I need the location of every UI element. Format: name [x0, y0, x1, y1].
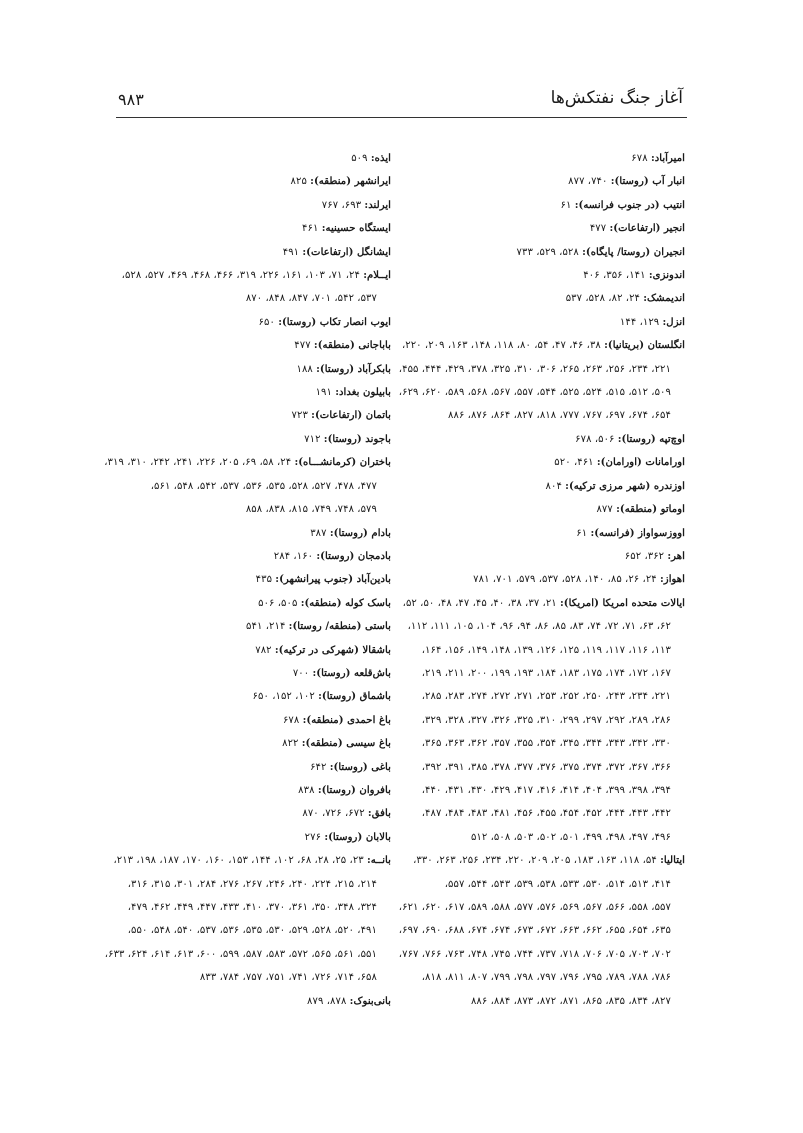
index-pages-continued: ۶۲، ۶۳، ۷۱، ۷۲، ۷۴، ۸۳، ۸۵، ۸۶، ۹۴، ۹۶، ۱۰۴، ۱۰۵، ۱۱۱، ۱۱۲، [407, 621, 671, 633]
index-pages: ۵۰۹ [351, 153, 368, 164]
index-entry: اوچ‌تپه (روستا): ۵۰۶، ۶۷۸ [575, 432, 685, 445]
index-entry: ایوب انصار تکاب (روستا): ۶۵۰ [258, 315, 391, 328]
index-pages-continued: ۷۰۲، ۷۰۳، ۷۰۵، ۷۰۶، ۷۱۸، ۷۳۷، ۷۴۴، ۷۴۵، ۷۴۸، ۷۶۳، ۷۶۶، ۷۶۷، [398, 948, 671, 960]
index-term: باباجانی (منطقه) [317, 339, 391, 352]
index-term: باشماق (روستا) [321, 690, 391, 703]
index-entry: باش‌قلعه (روستا): ۷۰۰ [292, 666, 391, 679]
index-pages-continued: ۴۷۷، ۴۷۸، ۵۲۷، ۵۲۸، ۵۳۵، ۵۳۶، ۵۳۷، ۵۴۲، ۵۴۸، ۵۶۱، [150, 480, 377, 492]
index-entry: باسک کوله (منطقه): ۵۰۵، ۵۰۶ [258, 596, 391, 609]
index-entry: ایالات متحده امریکا (امریکا): ۲۱، ۳۷، ۳۸، ۴۰، ۴۵، ۴۷، ۴۸، ۵۰، ۵۲، [402, 596, 685, 609]
index-entry: ایتالیا: ۵۴، ۱۱۸، ۱۶۳، ۱۸۳، ۲۰۵، ۲۰۹، ۲۲۰، ۲۳۴، ۲۵۶، ۲۶۳، ۳۳۰، [413, 854, 685, 867]
index-pages: ۲۴، ۸۲، ۵۲۸، ۵۳۷ [565, 293, 641, 305]
index-pages: ۷۰۰ [292, 667, 310, 679]
index-term: باختران (کرمانشـــاه) [298, 456, 391, 469]
index-term: ایــلام [366, 269, 391, 282]
index-pages-continued: ۲۲۱، ۲۳۴، ۲۵۶، ۲۶۳، ۲۶۵، ۳۰۶، ۳۱۰، ۳۲۵، ۳۷۸، ۴۲۹، ۴۴۴، ۴۵۵، [398, 363, 671, 375]
index-pages: ۱۲۹، ۱۴۴ [619, 316, 660, 328]
index-entry: باختران (کرمانشـــاه): ۲۴، ۵۸، ۶۹، ۲۰۵، ۲۲۶، ۲۴۱، ۲۴۲، ۳۱۰، ۳۱۹، [104, 456, 391, 469]
index-pages-continued: ۲۲۱، ۲۳۴، ۲۴۳، ۲۵۰، ۲۵۲، ۲۵۳، ۲۷۱، ۲۷۲، ۲۷۴، ۲۸۳، ۲۸۵، [421, 691, 671, 703]
running-header-title: آغاز جنگ نفتکش‌ها [550, 88, 683, 108]
index-entry: باباجانی (منطقه): ۴۷۷ [294, 339, 391, 352]
index-term: انگلستان (بریتانیا) [607, 339, 685, 352]
index-pages-continued: ۴۱۴، ۵۱۳، ۵۱۴، ۵۳۰، ۵۳۳، ۵۳۸، ۵۳۹، ۵۴۳، ۵۴۴، ۵۵۷، [444, 878, 671, 890]
index-entry: اووزسواواز (فرانسه): ۶۱ [576, 526, 685, 539]
index-pages-continued: ۱۶۷، ۱۷۲، ۱۷۴، ۱۷۵، ۱۸۳، ۱۸۴، ۱۹۳، ۱۹۹، ۲۰۰، ۲۱۱، ۲۱۹، [421, 667, 671, 679]
index-term: انجیر (ارتفاعات) [613, 222, 685, 235]
index-pages-continued: ۵۵۷، ۵۵۸، ۵۶۶، ۵۶۷، ۵۶۹، ۵۷۶، ۵۷۷، ۵۸۸، ۵۸۹، ۶۱۷، ۶۲۰، ۶۲۱، [398, 902, 671, 913]
index-pages: ۵۲۸، ۵۲۹، ۷۳۳ [516, 246, 579, 258]
index-term: ایرانشهر (منطقه) [313, 175, 391, 188]
index-pages-continued: ۴۴۲، ۴۴۳، ۴۴۴، ۴۵۲، ۴۵۴، ۴۵۵، ۴۵۶، ۴۸۱، ۴۸۳، ۴۸۴، ۴۸۷، [421, 808, 671, 820]
index-pages-continued: ۴۹۶، ۴۹۷، ۴۹۸، ۴۹۹، ۵۰۱، ۵۰۲، ۵۰۳، ۵۰۸، ۵۱۲ [470, 831, 671, 843]
index-term: بانــه [370, 854, 391, 867]
index-term: باشقالا (شهرکی در ترکیه) [278, 643, 391, 656]
index-pages: ۵۴، ۱۱۸، ۱۶۳، ۱۸۳، ۲۰۵، ۲۰۹، ۲۲۰، ۲۳۴، ۲۵۶، ۲۶۳، ۳۳۰، [413, 855, 657, 867]
index-term: ایتالیا [663, 854, 685, 867]
index-term: ایستگاه حسینیه [325, 222, 391, 235]
index-pages-continued: ۳۲۴، ۳۴۸، ۳۵۰، ۳۶۱، ۳۷۰، ۴۱۰، ۴۳۳، ۴۴۷، ۴۴۹، ۴۶۲، ۴۷۹، [127, 902, 377, 913]
header-divider [116, 117, 687, 118]
index-pages: ۲۱، ۳۷، ۳۸، ۴۰، ۴۵، ۴۷، ۴۸، ۵۰، ۵۲، [402, 597, 557, 609]
index-pages-continued: ۵۳۷، ۵۴۲، ۷۰۱، ۸۴۷، ۸۴۸، ۸۷۰ [245, 293, 377, 305]
index-entry [101, 756, 391, 779]
index-entry: باستی (منطقه/ روستا): ۲۱۴، ۵۴۱ [246, 620, 391, 633]
index-pages: ۸۷۷ [596, 504, 613, 516]
index-entry: ایرلند: ۶۹۳، ۷۶۷ [321, 198, 391, 211]
index-pages: ۴۳۵ [255, 574, 273, 586]
index-term: باستی (منطقه/ روستا) [292, 620, 391, 633]
index-pages: ۷۲۳ [291, 410, 308, 422]
index-pages-continued: ۶۳۵، ۶۵۴، ۶۵۵، ۶۶۲، ۶۶۳، ۶۷۲، ۶۷۳، ۶۷۴، ۶۷۴، ۶۸۸، ۶۹۰، ۶۹۷، [398, 925, 671, 937]
index-entry: ایستگاه حسینیه: ۴۶۱ [302, 222, 391, 235]
index-entry: بادین‌آباد (جنوب پیرانشهر): ۴۳۵ [255, 573, 391, 586]
index-term: باسک کوله (منطقه) [304, 596, 391, 609]
index-term: ایوب انصار تکاب (روستا) [281, 315, 391, 328]
index-pages-continued: ۴۹۱، ۵۲۰، ۵۲۸، ۵۲۹، ۵۳۰، ۵۳۵، ۵۳۶، ۵۳۷، ۵۴۰، ۵۴۸، ۵۵۰، [127, 925, 377, 937]
index-pages-continued: ۳۶۶، ۳۶۷، ۳۷۲، ۳۷۴، ۳۷۵، ۳۷۶، ۳۷۷، ۳۷۸، ۳۸۵، ۳۹۱، ۳۹۲، [421, 761, 671, 773]
index-entry: باشقالا (شهرکی در ترکیه): ۷۸۲ [255, 643, 391, 656]
index-term: ایالات متحده امریکا (امریکا) [563, 596, 685, 609]
index-pages: ۷۴۰، ۸۷۷ [568, 176, 608, 188]
index-pages: ۵۰۵، ۵۰۶ [258, 597, 298, 609]
index-pages: ۳۸، ۴۶، ۴۷، ۵۴، ۸۰، ۱۱۸، ۱۴۸، ۱۶۳، ۲۰۹، ۲۲۰، [401, 340, 601, 352]
index-pages: ۷۱۲ [304, 433, 321, 445]
index-entry: بادمجان (روستا): ۱۶۰، ۲۸۴ [273, 549, 391, 562]
index-term: اندیمشک [647, 292, 685, 305]
index-pages-continued: ۷۸۶، ۷۸۸، ۷۸۹، ۷۹۵، ۷۹۶، ۷۹۷، ۷۹۸، ۷۹۹، ۸۰۷، ۸۱۱، ۸۱۸، [421, 972, 671, 984]
index-entry: ایشانگل (ارتفاعات): ۴۹۱ [282, 245, 391, 258]
index-pages: ۸۲۲ [282, 738, 299, 750]
index-entry: باشماق (روستا): ۱۰۲، ۱۵۲، ۶۵۰ [252, 690, 391, 703]
index-term: اهر [671, 549, 685, 562]
index-pages-continued: ۳۹۴، ۳۹۸، ۳۹۹، ۴۰۴، ۴۱۴، ۴۱۶، ۴۱۷، ۴۲۹، ۴۳۰، ۴۳۱، ۴۴۰، [421, 784, 671, 796]
index-term: اورامانات (اورامان) [600, 456, 685, 469]
index-pages: ۶۹۳، ۷۶۷ [321, 199, 362, 211]
index-term: ایرلند [368, 198, 391, 211]
index-pages: ۶۷۸ [631, 153, 648, 164]
index-pages: ۶۱ [576, 527, 588, 539]
index-pages: ۸۰۴ [545, 480, 562, 492]
index-pages: ۱۴۱، ۳۵۶، ۴۰۶ [583, 270, 646, 282]
index-entry: بانــه: ۲۳، ۲۵، ۲۸، ۶۸، ۱۰۲، ۱۴۴، ۱۵۳، ۱۶۰، ۱۷۰، ۱۸۷، ۱۹۸، ۲۱۳، [113, 854, 391, 867]
index-entry: امیرآباد: ۶۷۸ [631, 152, 685, 164]
index-entry: انبار آب (روستا): ۷۴۰، ۸۷۷ [568, 175, 685, 188]
index-pages-continued: ۵۰۹، ۵۱۲، ۵۱۵، ۵۲۴، ۵۲۵، ۵۴۴، ۵۵۷، ۵۶۷، ۵۶۸، ۵۸۹، ۶۲۰، ۶۲۹، [398, 387, 671, 399]
index-term: باتمان (ارتفاعات) [314, 409, 391, 422]
index-term: اندونزی [652, 269, 685, 282]
index-entry: بافق: ۶۷۲، ۷۲۶، ۸۷۰ [302, 807, 391, 820]
index-term: باغ سیسی (منطقه) [305, 737, 391, 750]
index-pages-continued: ۳۳۰، ۳۴۲، ۳۴۳، ۳۴۴، ۳۴۵، ۳۵۴، ۳۵۵، ۳۵۷، ۳۶۲، ۳۶۳، ۳۶۵، [421, 738, 671, 750]
index-pages: ۸۳۸ [298, 784, 315, 796]
index-entry: باغ احمدی (منطقه): ۶۷۸ [282, 713, 391, 726]
index-term: اوماتو (منطقه) [619, 503, 685, 516]
index-pages-continued: ۲۱۴، ۲۱۵، ۲۲۴، ۲۴۰، ۲۴۶، ۲۶۷، ۲۷۶، ۲۸۴، ۳۰۱، ۳۱۵، ۳۱۶، [127, 878, 377, 890]
index-pages: ۱۶۰، ۲۸۴ [273, 550, 314, 562]
index-column-right [395, 147, 685, 1013]
page-number: ۹۸۳ [118, 90, 144, 109]
index-term: انتیب (در جنوب فرانسه) [578, 198, 685, 211]
index-pages: ۲۴، ۷۱، ۱۰۳، ۱۶۱، ۲۲۶، ۳۱۹، ۴۶۶، ۴۶۸، ۴۶۹، ۵۲۷، ۵۲۸، [121, 270, 360, 282]
index-entry: انزل: ۱۲۹، ۱۴۴ [619, 315, 685, 328]
index-pages: ۳۶۲، ۶۵۲ [624, 550, 665, 562]
index-term: امیرآباد [654, 152, 685, 164]
index-pages-continued: ۱۱۳، ۱۱۶، ۱۱۷، ۱۱۹، ۱۲۵، ۱۲۶، ۱۳۹، ۱۴۸، ۱۴۹، ۱۵۶، ۱۶۴، [421, 644, 671, 656]
index-pages: ۸۷۸، ۸۷۹ [307, 995, 347, 1007]
index-pages: ۱۸۸ [296, 363, 313, 375]
index-pages: ۲۴، ۵۸، ۶۹، ۲۰۵، ۲۲۶، ۲۴۱، ۲۴۲، ۳۱۰، ۳۱۹، [104, 457, 292, 469]
index-entry: ایرانشهر (منطقه): ۸۲۵ [290, 175, 391, 188]
index-entry: بابکرآباد (روستا): ۱۸۸ [296, 362, 391, 375]
index-entry: باجوند (روستا): ۷۱۲ [304, 432, 391, 445]
index-pages-continued: ۵۷۹، ۷۴۸، ۷۴۹، ۸۱۵، ۸۳۸، ۸۵۸ [245, 504, 377, 516]
index-term: بانی‌بنوک [353, 994, 391, 1007]
index-pages: ۶۵۰ [258, 316, 275, 328]
index-term: انزل [666, 315, 685, 328]
index-entry: انجیران (روستا/ پایگاه): ۵۲۸، ۵۲۹، ۷۳۳ [516, 245, 685, 258]
index-pages: ۱۰۲، ۱۵۲، ۶۵۰ [252, 691, 315, 703]
index-entry: بافروان (روستا): ۸۳۸ [298, 783, 391, 796]
index-pages: ۴۷۷ [589, 223, 607, 235]
index-pages: ۲۳، ۲۵، ۲۸، ۶۸، ۱۰۲، ۱۴۴، ۱۵۳، ۱۶۰، ۱۷۰، ۱۸۷، ۱۹۸، ۲۱۳، [113, 855, 364, 867]
index-term: انجیران (روستا/ پایگاه) [585, 245, 685, 258]
index-term: بابکرآباد (روستا) [319, 362, 391, 375]
index-pages: ۲۱۴، ۵۴۱ [246, 621, 286, 633]
index-pages: ۴۶۱ [302, 223, 319, 235]
index-term: بافروان (روستا) [321, 783, 391, 796]
index-term: اوزندره (شهر مرزی ترکیه) [568, 479, 685, 492]
index-entry: بادام (روستا): ۳۸۷ [310, 526, 391, 539]
index-term: اهواز [663, 573, 685, 586]
index-entry: اوماتو (منطقه): ۸۷۷ [596, 503, 685, 516]
index-entry: اهواز: ۲۴، ۲۶، ۸۵، ۱۴۰، ۵۲۸، ۵۳۷، ۵۷۹، ۷۰۱، ۷۸۱ [473, 573, 685, 586]
index-column-left [101, 147, 391, 1013]
index-term: باجوند (روستا) [327, 432, 391, 445]
index-entry: بانی‌بنوک: ۸۷۸، ۸۷۹ [307, 994, 391, 1007]
index-pages: ۸۲۵ [290, 176, 307, 188]
index-pages-continued: ۶۵۴، ۶۷۴، ۶۹۷، ۷۶۷، ۷۷۷، ۸۱۸، ۸۲۷، ۸۶۴، ۸۷۶، ۸۸۶ [448, 410, 671, 422]
index-pages: ۲۷۶ [304, 831, 322, 843]
index-entry: باتمان (ارتفاعات): ۷۲۳ [291, 409, 391, 422]
index-entry: باغ سیسی (منطقه): ۸۲۲ [282, 737, 391, 750]
index-entry: اندونزی: ۱۴۱، ۳۵۶، ۴۰۶ [583, 269, 685, 282]
index-entry: اوزندره (شهر مرزی ترکیه): ۸۰۴ [545, 479, 685, 492]
index-term: اووزسواواز (فرانسه) [594, 526, 685, 539]
index-term: بابیلون بغداد [339, 386, 391, 399]
index-pages-continued: ۶۵۸، ۷۱۴، ۷۲۶، ۷۴۱، ۷۵۱، ۷۵۷، ۷۸۴، ۸۳۳ [199, 972, 377, 984]
index-pages: ۶۷۸ [282, 714, 300, 726]
index-pages: ۶۷۲، ۷۲۶، ۸۷۰ [302, 808, 365, 820]
index-pages: ۶۴۲ [310, 761, 327, 773]
index-term: بافق [371, 807, 391, 820]
index-pages: ۴۶۱، ۵۲۰ [554, 457, 594, 469]
index-term: باغ احمدی (منطقه) [306, 713, 391, 726]
index-entry: ایذه: ۵۰۹ [351, 152, 391, 164]
index-entry: اهر: ۳۶۲، ۶۵۲ [624, 549, 685, 562]
index-term: بادام (روستا) [333, 526, 391, 539]
index-pages: ۱۹۱ [315, 387, 332, 399]
index-pages-continued: ۲۸۶، ۲۸۹، ۲۹۲، ۲۹۷، ۲۹۹، ۳۱۰، ۳۲۵، ۳۲۶، ۳۲۷، ۳۲۸، ۳۲۹، [421, 714, 671, 726]
index-term: انبار آب (روستا) [614, 175, 685, 188]
index-term: باش‌قلعه (روستا) [316, 666, 391, 679]
index-pages: ۵۰۶، ۶۷۸ [575, 433, 615, 445]
index-pages: ۴۷۷ [294, 340, 311, 352]
index-pages: ۴۹۱ [282, 246, 300, 258]
index-term: بادین‌آباد (جنوب پیرانشهر) [279, 573, 391, 586]
index-pages: ۳۸۷ [310, 527, 327, 539]
index-term: بالابان (روستا) [328, 830, 391, 843]
index-pages-continued: ۵۵۱، ۵۶۱، ۵۶۵، ۵۷۲، ۵۸۳، ۵۸۷، ۵۹۹، ۶۰۰، ۶۱۳، ۶۱۴، ۶۲۴، ۶۳۳، [104, 948, 377, 960]
index-pages-continued: ۸۲۷، ۸۳۴، ۸۳۵، ۸۶۵، ۸۷۱، ۸۷۲، ۸۷۳، ۸۸۴، ۸۸۶ [470, 995, 671, 1007]
index-term: بادمجان (روستا) [320, 549, 391, 562]
index-pages: ۲۴، ۲۶، ۸۵، ۱۴۰، ۵۲۸، ۵۳۷، ۵۷۹، ۷۰۱، ۷۸۱ [473, 574, 657, 586]
index-entry: انگلستان (بریتانیا): ۳۸، ۴۶، ۴۷، ۵۴، ۸۰، ۱۱۸، ۱۴۸، ۱۶۳، ۲۰۹، ۲۲۰، [401, 339, 685, 352]
index-entry: انتیب (در جنوب فرانسه): ۶۱ [560, 198, 685, 211]
index-pages: ۷۸۲ [255, 644, 272, 656]
index-entry: بابیلون بغداد: ۱۹۱ [315, 386, 391, 399]
index-entry: انجیر (ارتفاعات): ۴۷۷ [589, 222, 685, 235]
index-term: باغی (روستا): [329, 760, 391, 773]
index-entry: بالابان (روستا): ۲۷۶ [304, 830, 391, 843]
index-term: اوچ‌تپه (روستا) [621, 432, 685, 445]
index-entry: ایــلام: ۲۴، ۷۱، ۱۰۳، ۱۶۱، ۲۲۶، ۳۱۹، ۴۶۶، ۴۶۸، ۴۶۹، ۵۲۷، ۵۲۸، [121, 269, 391, 282]
index-term: ایذه [374, 152, 391, 164]
index-entry: اندیمشک: ۲۴، ۸۲، ۵۲۸، ۵۳۷ [565, 292, 685, 305]
index-term: ایشانگل (ارتفاعات) [306, 245, 391, 258]
index-pages: ۶۱ [560, 199, 572, 211]
index-entry: اورامانات (اورامان): ۴۶۱، ۵۲۰ [554, 456, 685, 469]
